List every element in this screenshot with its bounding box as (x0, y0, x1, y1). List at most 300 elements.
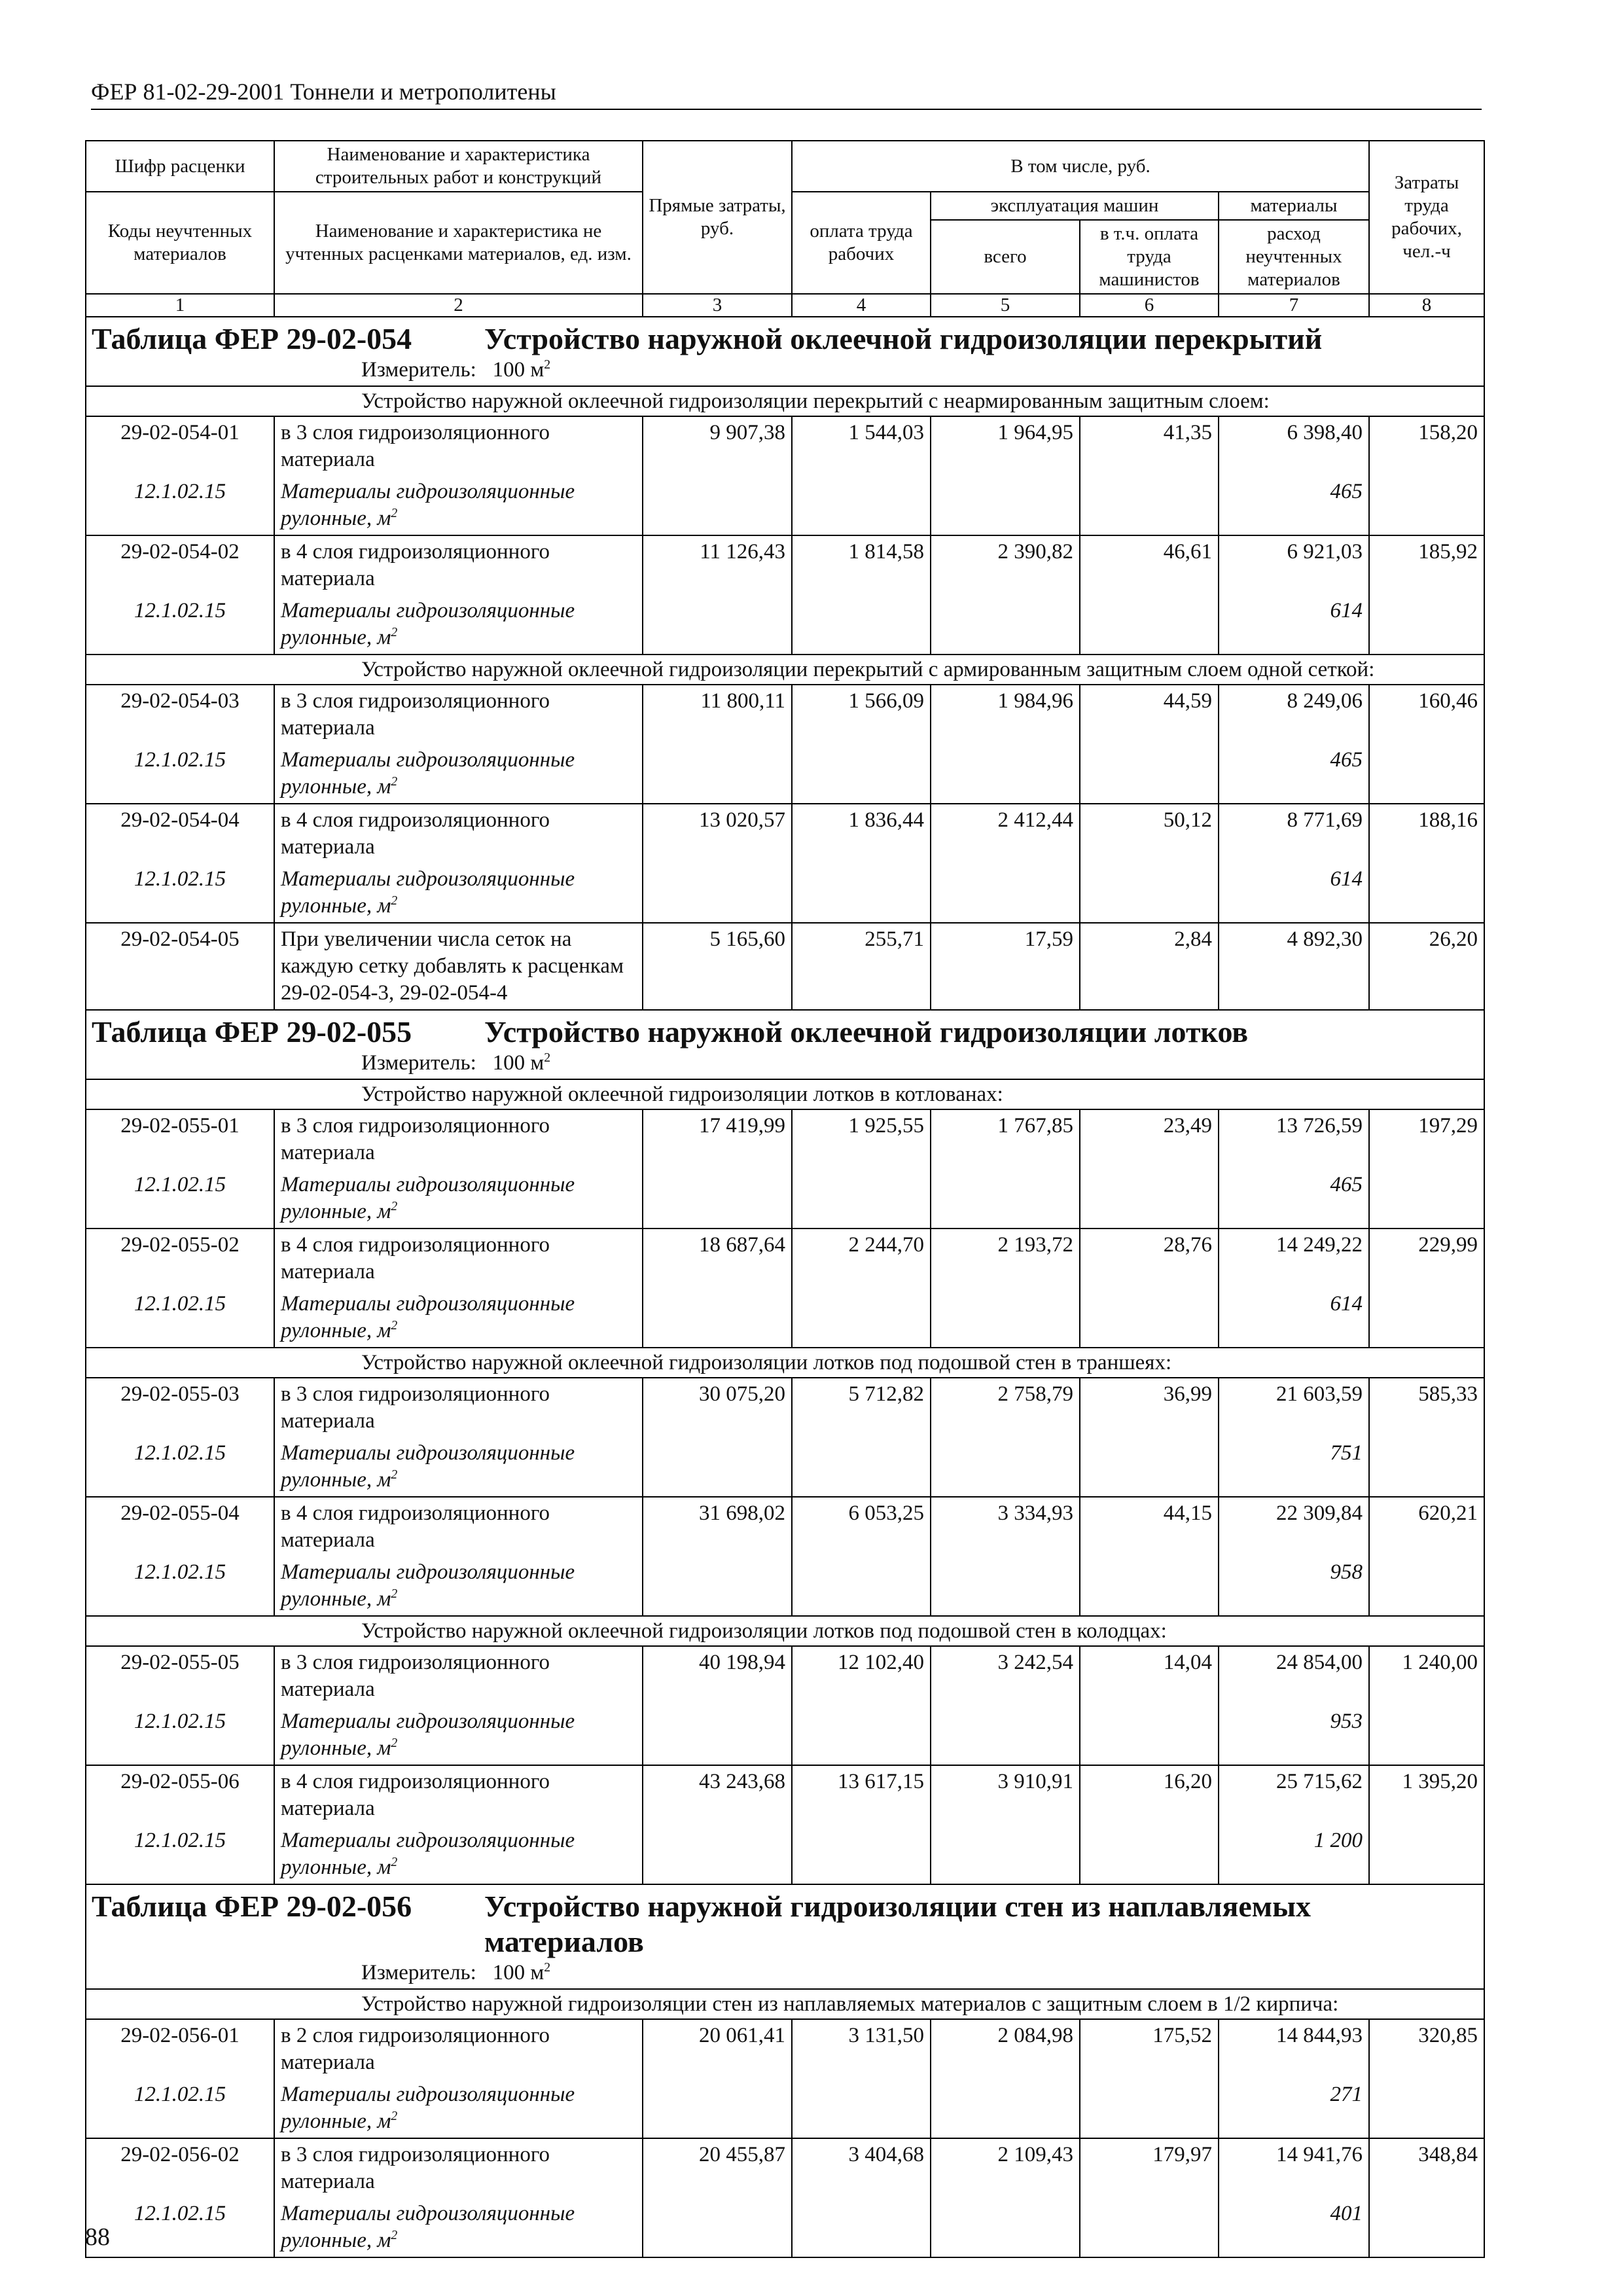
material-code: 12.1.02.15 (86, 2198, 274, 2257)
material-description (274, 476, 643, 535)
section-row (86, 386, 1484, 416)
wages: 1 836,44 (792, 804, 931, 863)
material-description (274, 1556, 643, 1616)
direct-cost: 20 455,87 (643, 2138, 792, 2198)
empty-cell (792, 1288, 931, 1348)
machines-total: 1 984,96 (931, 685, 1080, 744)
labor-cost: 1 240,00 (1369, 1646, 1484, 1706)
meter (86, 357, 1484, 386)
material-code: 12.1.02.15 (86, 1437, 274, 1497)
meter-label: Измеритель: (361, 1961, 476, 1984)
meter-row (86, 357, 1484, 386)
labor-cost: 160,46 (1369, 685, 1484, 744)
wages: 255,71 (792, 923, 931, 1010)
machines-total: 3 242,54 (931, 1646, 1080, 1706)
rate-description: При увеличении числа сеток на каждую сетку добавлять к расценкам 29-02-054-3, 29-02-054-4 (274, 923, 643, 1010)
empty-cell (1080, 1825, 1219, 1884)
empty-cell (1369, 2079, 1484, 2138)
col-num: 8 (1369, 294, 1484, 317)
labor-cost: 229,99 (1369, 1229, 1484, 1288)
material-code: 12.1.02.15 (86, 2079, 274, 2138)
wages: 1 814,58 (792, 535, 931, 595)
empty-cell (643, 1288, 792, 1348)
machines-total: 2 412,44 (931, 804, 1080, 863)
wages: 13 617,15 (792, 1765, 931, 1825)
material-quantity: 953 (1219, 1706, 1369, 1765)
rate-code: 29-02-054-02 (86, 535, 274, 595)
rate-description: в 3 слоя гидроизоляционного материала (274, 2138, 643, 2198)
section-title: Устройство наружной оклеечной гидроизоляции лотков под подошвой стен в колодцах: (86, 1616, 1484, 1646)
labor-cost: 1 395,20 (1369, 1765, 1484, 1825)
material-description (274, 2079, 643, 2138)
table-number: Таблица ФЕР 29-02-055 (92, 1015, 412, 1049)
wages: 6 053,25 (792, 1497, 931, 1556)
material-row (86, 2198, 1484, 2257)
empty-cell (792, 1825, 931, 1884)
empty-cell (1080, 2079, 1219, 2138)
empty-cell (643, 1437, 792, 1497)
rate-code: 29-02-055-04 (86, 1497, 274, 1556)
rate-code: 29-02-054-01 (86, 416, 274, 476)
header-materials-unaccounted: расход неучтенных материалов (1219, 220, 1369, 294)
empty-cell (1080, 1706, 1219, 1765)
machinists-wages: 179,97 (1080, 2138, 1219, 2198)
header-wages: оплата труда рабочих (792, 192, 931, 294)
empty-cell (643, 476, 792, 535)
material-row (86, 744, 1484, 804)
empty-cell (1369, 1825, 1484, 1884)
wages: 3 404,68 (792, 2138, 931, 2198)
material-quantity: 271 (1219, 2079, 1369, 2138)
table-row (86, 923, 1484, 1010)
material-description (274, 1706, 643, 1765)
unit-power: 2 (391, 625, 398, 639)
unit-power: 2 (544, 1050, 551, 1065)
empty-cell (931, 1825, 1080, 1884)
empty-cell (1080, 863, 1219, 923)
empty-cell (643, 1706, 792, 1765)
rate-code: 29-02-055-06 (86, 1765, 274, 1825)
meter-value: 100 м (492, 1051, 544, 1075)
material-quantity: 465 (1219, 744, 1369, 804)
empty-cell (643, 863, 792, 923)
empty-cell (1369, 1169, 1484, 1229)
material-code: 12.1.02.15 (86, 1169, 274, 1229)
material-code: 12.1.02.15 (86, 1288, 274, 1348)
empty-cell (792, 1169, 931, 1229)
unit-power: 2 (391, 1736, 398, 1750)
meter-value: 100 м (492, 358, 544, 382)
unit-power: 2 (391, 1467, 398, 1482)
unit-power: 2 (391, 1855, 398, 1869)
material-description-text: Материалы гидроизоляционные рулонные, м (281, 2202, 575, 2252)
materials-cost: 14 844,93 (1219, 2019, 1369, 2079)
material-row (86, 1288, 1484, 1348)
empty-cell (643, 2198, 792, 2257)
empty-cell (1080, 595, 1219, 655)
direct-cost: 17 419,99 (643, 1109, 792, 1169)
materials-cost: 6 398,40 (1219, 416, 1369, 476)
direct-cost: 11 800,11 (643, 685, 792, 744)
empty-cell (792, 2198, 931, 2257)
empty-cell (792, 476, 931, 535)
table-name: Устройство наружной оклеечной гидроизоляции лотков (484, 1015, 1249, 1049)
wages: 2 244,70 (792, 1229, 931, 1288)
empty-cell (1080, 1556, 1219, 1616)
empty-cell (643, 2079, 792, 2138)
material-row (86, 1437, 1484, 1497)
empty-cell (792, 2079, 931, 2138)
direct-cost: 20 061,41 (643, 2019, 792, 2079)
rate-code: 29-02-055-01 (86, 1109, 274, 1169)
machines-total: 17,59 (931, 923, 1080, 1010)
material-description-text: Материалы гидроизоляционные рулонные, м (281, 867, 575, 918)
table-row (86, 1646, 1484, 1706)
machines-total: 3 910,91 (931, 1765, 1080, 1825)
unit-power: 2 (391, 1587, 398, 1601)
material-code: 12.1.02.15 (86, 1825, 274, 1884)
empty-cell (1080, 1437, 1219, 1497)
materials-cost: 13 726,59 (1219, 1109, 1369, 1169)
material-row (86, 863, 1484, 923)
rate-description: в 4 слоя гидроизоляционного материала (274, 1229, 643, 1288)
labor-cost: 158,20 (1369, 416, 1484, 476)
material-description-text: Материалы гидроизоляционные рулонные, м (281, 1292, 575, 1342)
unit-power: 2 (391, 774, 398, 789)
unit-power: 2 (391, 893, 398, 908)
material-description (274, 1437, 643, 1497)
table-title (86, 1884, 1484, 1960)
material-code: 12.1.02.15 (86, 476, 274, 535)
table-title-row (86, 1010, 1484, 1050)
unit-power: 2 (391, 2228, 398, 2242)
material-row (86, 2079, 1484, 2138)
material-code: 12.1.02.15 (86, 1706, 274, 1765)
header-machines: эксплуатация машин (931, 192, 1219, 220)
material-code: 12.1.02.15 (86, 863, 274, 923)
empty-cell (1369, 2198, 1484, 2257)
material-description (274, 2198, 643, 2257)
wages: 1 544,03 (792, 416, 931, 476)
wages: 12 102,40 (792, 1646, 931, 1706)
material-description (274, 595, 643, 655)
machinists-wages: 44,15 (1080, 1497, 1219, 1556)
col-num: 7 (1219, 294, 1369, 317)
direct-cost: 9 907,38 (643, 416, 792, 476)
section-row (86, 1616, 1484, 1646)
table-row (86, 2019, 1484, 2079)
material-description-text: Материалы гидроизоляционные рулонные, м (281, 2083, 575, 2133)
meter-row (86, 1960, 1484, 1989)
header-including: В том числе, руб. (792, 141, 1369, 192)
material-quantity: 614 (1219, 595, 1369, 655)
table-row (86, 1497, 1484, 1556)
section-title: Устройство наружной оклеечной гидроизоляции лотков в котлованах: (86, 1079, 1484, 1109)
rate-description: в 2 слоя гидроизоляционного материала (274, 2019, 643, 2079)
labor-cost: 197,29 (1369, 1109, 1484, 1169)
empty-cell (1369, 1288, 1484, 1348)
table-row (86, 416, 1484, 476)
material-description-text: Материалы гидроизоляционные рулонные, м (281, 748, 575, 798)
material-description (274, 1825, 643, 1884)
material-row (86, 1706, 1484, 1765)
rate-description: в 4 слоя гидроизоляционного материала (274, 535, 643, 595)
empty-cell (1369, 1437, 1484, 1497)
header-code: Шифр расценки (86, 141, 274, 192)
machines-total: 2 758,79 (931, 1378, 1080, 1437)
empty-cell (792, 1437, 931, 1497)
table-title-row (86, 1884, 1484, 1960)
empty-cell (931, 1288, 1080, 1348)
empty-cell (643, 744, 792, 804)
material-description-text: Материалы гидроизоляционные рулонные, м (281, 1710, 575, 1760)
section-row (86, 1989, 1484, 2019)
material-description (274, 863, 643, 923)
table-row (86, 1765, 1484, 1825)
materials-cost: 24 854,00 (1219, 1646, 1369, 1706)
material-description-text: Материалы гидроизоляционные рулонные, м (281, 599, 575, 649)
rate-description: в 3 слоя гидроизоляционного материала (274, 416, 643, 476)
empty-cell (643, 1556, 792, 1616)
materials-cost: 8 771,69 (1219, 804, 1369, 863)
material-row (86, 595, 1484, 655)
machinists-wages: 175,52 (1080, 2019, 1219, 2079)
materials-cost: 14 249,22 (1219, 1229, 1369, 1288)
header-direct: Прямые затраты, руб. (643, 141, 792, 294)
rate-description: в 3 слоя гидроизоляционного материала (274, 685, 643, 744)
wages: 1 566,09 (792, 685, 931, 744)
meter-row (86, 1050, 1484, 1079)
labor-cost: 185,92 (1369, 535, 1484, 595)
empty-cell (792, 1706, 931, 1765)
table-title (86, 317, 1484, 357)
rate-description: в 4 слоя гидроизоляционного материала (274, 804, 643, 863)
section-title: Устройство наружной гидроизоляции стен из наплавляемых материалов с защитным слоем в 1/2 кирпича: (86, 1989, 1484, 2019)
empty-cell (931, 2079, 1080, 2138)
col-num: 2 (274, 294, 643, 317)
labor-cost: 26,20 (1369, 923, 1484, 1010)
running-head: ФЕР 81-02-29-2001 Тоннели и метрополитены (91, 77, 1482, 110)
empty-cell (1080, 2198, 1219, 2257)
header-labor: Затраты труда рабочих, чел.-ч (1369, 141, 1484, 294)
col-num: 6 (1080, 294, 1219, 317)
section-title: Устройство наружной оклеечной гидроизоляции перекрытий с армированным защитным слоем одной сеткой: (86, 655, 1484, 685)
rate-code: 29-02-056-02 (86, 2138, 274, 2198)
material-description-text: Материалы гидроизоляционные рулонные, м (281, 480, 575, 530)
material-quantity: 958 (1219, 1556, 1369, 1616)
empty-cell (931, 1437, 1080, 1497)
materials-cost: 4 892,30 (1219, 923, 1369, 1010)
rate-code: 29-02-055-02 (86, 1229, 274, 1288)
machines-total: 2 084,98 (931, 2019, 1080, 2079)
empty-cell (931, 476, 1080, 535)
empty-cell (643, 595, 792, 655)
labor-cost: 585,33 (1369, 1378, 1484, 1437)
meter (86, 1960, 1484, 1989)
header-machines-total: всего (931, 220, 1080, 294)
material-quantity: 614 (1219, 1288, 1369, 1348)
empty-cell (1080, 1169, 1219, 1229)
rate-description: в 3 слоя гидроизоляционного материала (274, 1109, 643, 1169)
labor-cost: 188,16 (1369, 804, 1484, 863)
col-num: 5 (931, 294, 1080, 317)
machines-total: 2 109,43 (931, 2138, 1080, 2198)
material-description (274, 1288, 643, 1348)
empty-cell (792, 1556, 931, 1616)
empty-cell (1369, 863, 1484, 923)
meter-label: Измеритель: (361, 1051, 476, 1075)
material-description-text: Материалы гидроизоляционные рулонные, м (281, 1173, 575, 1223)
material-description-text: Материалы гидроизоляционные рулонные, м (281, 1560, 575, 1611)
table-row (86, 535, 1484, 595)
unit-power: 2 (391, 2109, 398, 2123)
material-quantity: 614 (1219, 863, 1369, 923)
machines-total: 3 334,93 (931, 1497, 1080, 1556)
empty-cell (1369, 1706, 1484, 1765)
material-quantity: 401 (1219, 2198, 1369, 2257)
empty-cell (792, 863, 931, 923)
empty-cell (931, 1556, 1080, 1616)
machinists-wages: 44,59 (1080, 685, 1219, 744)
materials-cost: 25 715,62 (1219, 1765, 1369, 1825)
meter-label: Измеритель: (361, 358, 476, 382)
table-number: Таблица ФЕР 29-02-056 (92, 1890, 412, 1923)
direct-cost: 40 198,94 (643, 1646, 792, 1706)
material-description-text: Материалы гидроизоляционные рулонные, м (281, 1829, 575, 1879)
direct-cost: 13 020,57 (643, 804, 792, 863)
rate-code: 29-02-056-01 (86, 2019, 274, 2079)
table-row (86, 685, 1484, 744)
table-row (86, 1229, 1484, 1288)
header-materials-codes: Коды неучтенных материалов (86, 192, 274, 294)
direct-cost: 30 075,20 (643, 1378, 792, 1437)
table-number: Таблица ФЕР 29-02-054 (92, 322, 412, 355)
empty-cell (643, 1169, 792, 1229)
machinists-wages: 50,12 (1080, 804, 1219, 863)
machinists-wages: 23,49 (1080, 1109, 1219, 1169)
header-machines-wages: в т.ч. оплата труда машинистов (1080, 220, 1219, 294)
machines-total: 2 390,82 (931, 535, 1080, 595)
unit-power: 2 (391, 1318, 398, 1333)
header-row (86, 141, 1484, 192)
material-quantity: 465 (1219, 476, 1369, 535)
empty-cell (643, 1825, 792, 1884)
wages: 1 925,55 (792, 1109, 931, 1169)
rate-code: 29-02-054-04 (86, 804, 274, 863)
rate-description: в 3 слоя гидроизоляционного материала (274, 1378, 643, 1437)
empty-cell (792, 595, 931, 655)
table-name: Устройство наружной оклеечной гидроизоляции перекрытий (484, 322, 1323, 355)
table-title-row (86, 317, 1484, 357)
unit-power: 2 (544, 1960, 551, 1975)
machinists-wages: 16,20 (1080, 1765, 1219, 1825)
table-row (86, 1378, 1484, 1437)
material-quantity: 751 (1219, 1437, 1369, 1497)
empty-cell (1369, 744, 1484, 804)
table-row (86, 2138, 1484, 2198)
col-num: 3 (643, 294, 792, 317)
material-description (274, 744, 643, 804)
rate-code: 29-02-054-03 (86, 685, 274, 744)
empty-cell (1369, 1556, 1484, 1616)
materials-cost: 14 941,76 (1219, 2138, 1369, 2198)
table-title (86, 1010, 1484, 1050)
table-row (86, 804, 1484, 863)
wages: 3 131,50 (792, 2019, 931, 2079)
table-name: Устройство наружной гидроизоляции стен из наплавляемых материалов (484, 1890, 1311, 1958)
rate-code: 29-02-055-03 (86, 1378, 274, 1437)
materials-cost: 21 603,59 (1219, 1378, 1369, 1437)
empty-cell (1080, 744, 1219, 804)
labor-cost: 348,84 (1369, 2138, 1484, 2198)
direct-cost: 31 698,02 (643, 1497, 792, 1556)
empty-cell (931, 2198, 1080, 2257)
wages: 5 712,82 (792, 1378, 931, 1437)
material-row (86, 1169, 1484, 1229)
empty-cell (1080, 476, 1219, 535)
meter-value: 100 м (492, 1961, 544, 1984)
meter (86, 1050, 1484, 1079)
empty-cell (1369, 595, 1484, 655)
machinists-wages: 28,76 (1080, 1229, 1219, 1288)
section-title: Устройство наружной оклеечной гидроизоляции перекрытий с неармированным защитным слоем: (86, 386, 1484, 416)
materials-cost: 6 921,03 (1219, 535, 1369, 595)
labor-cost: 620,21 (1369, 1497, 1484, 1556)
section-row (86, 1079, 1484, 1109)
empty-cell (931, 1706, 1080, 1765)
direct-cost: 11 126,43 (643, 535, 792, 595)
labor-cost: 320,85 (1369, 2019, 1484, 2079)
header-materials: материалы (1219, 192, 1369, 220)
material-code: 12.1.02.15 (86, 595, 274, 655)
machinists-wages: 41,35 (1080, 416, 1219, 476)
header-materials-name: Наименование и характеристика не учтенных расценками материалов, ед. изм. (274, 192, 643, 294)
unit-power: 2 (544, 357, 551, 372)
table-row (86, 1109, 1484, 1169)
direct-cost: 43 243,68 (643, 1765, 792, 1825)
machines-total: 1 964,95 (931, 416, 1080, 476)
col-num: 4 (792, 294, 931, 317)
direct-cost: 5 165,60 (643, 923, 792, 1010)
material-code: 12.1.02.15 (86, 1556, 274, 1616)
rate-description: в 4 слоя гидроизоляционного материала (274, 1765, 643, 1825)
rate-description: в 4 слоя гидроизоляционного материала (274, 1497, 643, 1556)
material-code: 12.1.02.15 (86, 744, 274, 804)
empty-cell (931, 863, 1080, 923)
header-name: Наименование и характеристика строительных работ и конструкций (274, 141, 643, 192)
rate-code: 29-02-055-05 (86, 1646, 274, 1706)
direct-cost: 18 687,64 (643, 1229, 792, 1288)
section-title: Устройство наружной оклеечной гидроизоляции лотков под подошвой стен в траншеях: (86, 1348, 1484, 1378)
material-description-text: Материалы гидроизоляционные рулонные, м (281, 1441, 575, 1492)
material-row (86, 1825, 1484, 1884)
unit-power: 2 (391, 506, 398, 520)
empty-cell (931, 595, 1080, 655)
col-num: 1 (86, 294, 274, 317)
machinists-wages: 36,99 (1080, 1378, 1219, 1437)
machinists-wages: 46,61 (1080, 535, 1219, 595)
price-table (85, 140, 1485, 2258)
rate-code: 29-02-054-05 (86, 923, 274, 1010)
machinists-wages: 14,04 (1080, 1646, 1219, 1706)
empty-cell (1080, 1288, 1219, 1348)
machines-total: 2 193,72 (931, 1229, 1080, 1288)
column-numbers-row (86, 294, 1484, 317)
rate-description: в 3 слоя гидроизоляционного материала (274, 1646, 643, 1706)
materials-cost: 8 249,06 (1219, 685, 1369, 744)
empty-cell (931, 744, 1080, 804)
empty-cell (931, 1169, 1080, 1229)
